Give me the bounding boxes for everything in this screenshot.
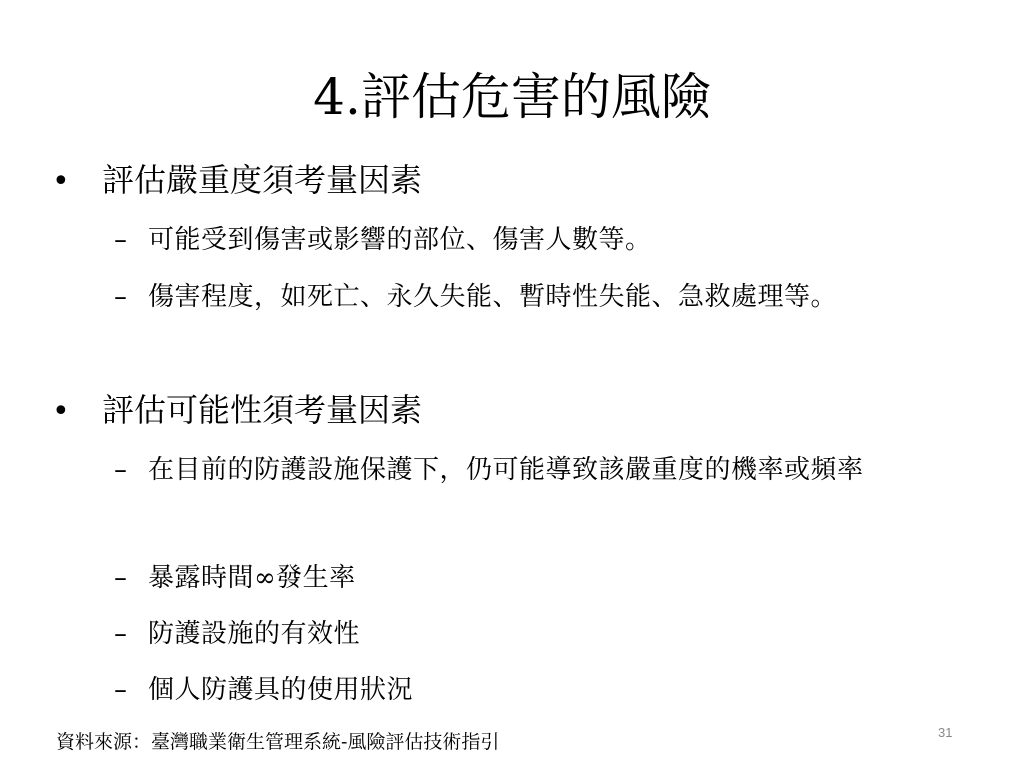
sub-item-text: 暴露時間∞發生率: [148, 563, 356, 593]
dash-icon: –: [114, 563, 127, 593]
sub-item-text: 個人防護具的使用狀況: [148, 675, 414, 705]
sub-item: [114, 216, 980, 264]
dash-icon: –: [114, 225, 127, 255]
sub-item: [114, 554, 980, 602]
sub-item-text: 防護設施的有效性: [148, 619, 361, 649]
sub-item-text: 在目前的防護設施保護下，仍可能導致該嚴重度的機率或頻率: [148, 455, 864, 485]
bullet-heading: 評估可能性須考量因素: [102, 391, 423, 429]
source-note: 資料來源：臺灣職業衛生管理系統-風險評估技術指引: [56, 731, 500, 753]
bullet-icon: •: [52, 164, 70, 199]
dash-icon: –: [114, 455, 127, 485]
sub-item-text: 可能受到傷害或影響的部位、傷害人數等。: [148, 225, 652, 255]
bullet-severity-factors: [52, 158, 422, 204]
sub-item: [114, 446, 980, 494]
page-number: 31: [938, 725, 953, 740]
sub-item: [114, 273, 980, 321]
dash-icon: –: [114, 675, 127, 705]
dash-icon: –: [114, 282, 127, 312]
slide-title: 4.評估危害的風險: [313, 68, 711, 126]
sub-item: [114, 666, 980, 714]
bullet-heading: 評估嚴重度須考量因素: [102, 161, 423, 199]
sub-item-text: 傷害程度，如死亡、永久失能、暫時性失能、急救處理等。: [148, 282, 838, 312]
bullet-likelihood-factors: [52, 388, 422, 434]
dash-icon: –: [114, 619, 127, 649]
bullet-icon: •: [52, 394, 70, 429]
sub-item: [114, 610, 980, 658]
